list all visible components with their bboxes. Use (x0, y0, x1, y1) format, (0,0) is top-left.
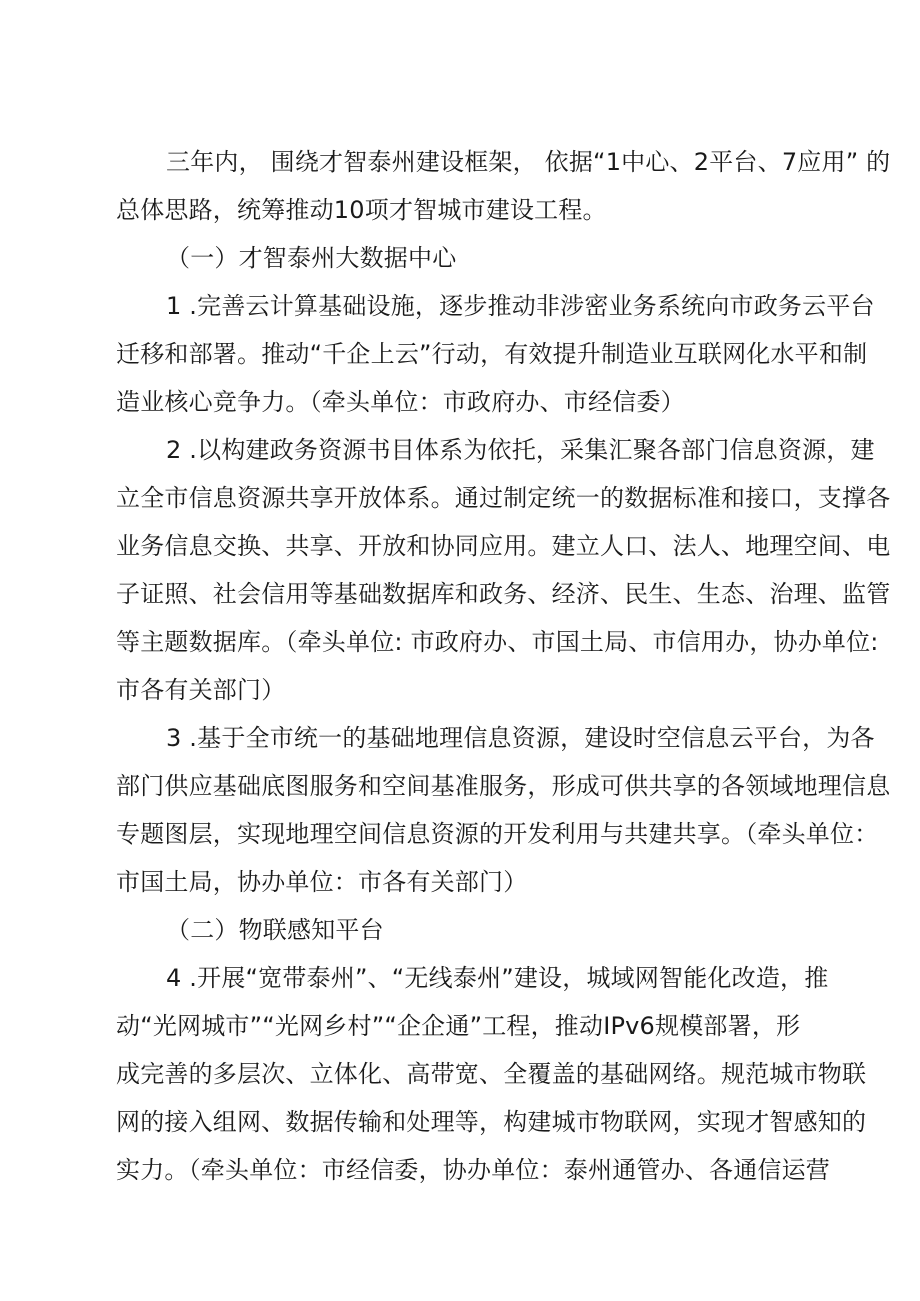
item-4-line-2: 动“光网城市”“光网乡村”“企企通”工程，推动IPv6规模部署，形 (116, 1012, 801, 1040)
item-4-line-3: 成完善的多层次、立体化、高带宽、全覆盖的基础网络。规范城市物联 (116, 1060, 867, 1088)
item-3-line-3: 专题图层，实现地理空间信息资源的开发利用与共建共享。（牵头单位： (116, 820, 879, 848)
item-2-line-1: 2 .以构建政务资源书目体系为依托，采集汇聚各部门信息资源，建 (166, 436, 875, 464)
item-4-line-4: 网的接入组网、数据传输和处理等，构建城市物联网，实现才智感知的 (116, 1108, 867, 1136)
item-2-line-3: 业务信息交换、共享、开放和协同应用。建立人口、法人、地理空间、电 (116, 532, 891, 560)
item-3-line-2: 部门供应基础底图服务和空间基准服务，形成可供共享的各领域地理信息 (116, 772, 891, 800)
item-2-line-6: 市各有关部门） (116, 676, 286, 704)
item-1-line-2: 迁移和部署。推动“千企上云”行动，有效提升制造业互联网化水平和制 (116, 340, 868, 368)
item-3-line-4: 市国土局，协办单位：市各有关部门） (116, 868, 528, 896)
item-4-line-1: 4 .开展“宽带泰州”、“无线泰州”建设，城域网智能化改造，推 (166, 964, 829, 992)
item-1-line-3: 造业核心竞争力。（牵头单位：市政府办、市经信委） (116, 388, 685, 416)
paragraph-intro-line-1: 三年内， 围绕才智泰州建设框架， 依据“1中心、2平台、7应用” 的 (166, 148, 891, 176)
paragraph-intro-line-2: 总体思路，统筹推动10项才智城市建设工程。 (116, 196, 607, 224)
item-4-line-5: 实力。（牵头单位：市经信委，协办单位：泰州通管办、各通信运营 (116, 1156, 830, 1184)
section-heading-1: （一）才智泰州大数据中心 (166, 244, 457, 272)
item-2-line-4: 子证照、社会信用等基础数据库和政务、经济、民生、生态、治理、监管 (116, 580, 891, 608)
item-3-line-1: 3 .基于全市统一的基础地理信息资源，建设时空信息云平台，为各 (166, 724, 875, 752)
item-1-line-1: 1 .完善云计算基础设施，逐步推动非涉密业务系统向市政务云平台 (166, 292, 875, 320)
section-heading-2: （二）物联感知平台 (166, 916, 384, 944)
item-2-line-2: 立全市信息资源共享开放体系。通过制定统一的数据标准和接口，支撑各 (116, 484, 891, 512)
item-2-line-5: 等主题数据库。（牵头单位: 市政府办、市国土局、市信用办，协办单位: (116, 628, 879, 656)
